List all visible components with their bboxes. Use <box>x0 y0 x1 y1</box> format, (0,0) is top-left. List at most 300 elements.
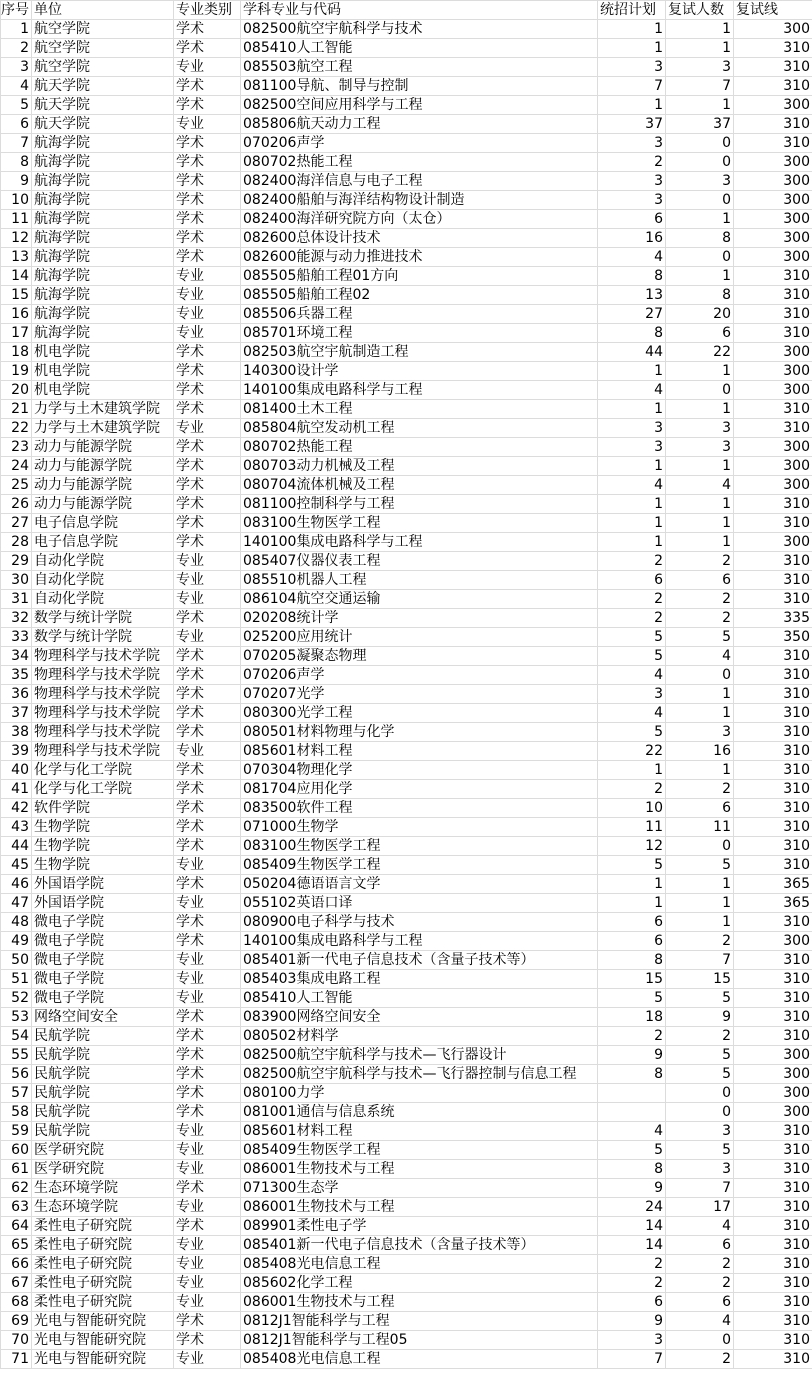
table-row <box>1 381 812 400</box>
cell-category: 专业 <box>174 1350 241 1369</box>
cell-retest-line: 300 <box>734 362 812 381</box>
cell-category: 专业 <box>174 419 241 438</box>
cell-seq: 54 <box>1 1027 32 1046</box>
cell-major: 085510机器人工程 <box>241 571 598 590</box>
cell-unit: 电子信息学院 <box>32 533 174 552</box>
cell-retest-line: 310 <box>734 913 812 932</box>
cell-unit: 航海学院 <box>32 286 174 305</box>
cell-retest-count: 1 <box>666 913 734 932</box>
table-row <box>1 780 812 799</box>
cell-unit: 物理科学与技术学院 <box>32 723 174 742</box>
cell-seq: 20 <box>1 381 32 400</box>
cell-unit: 航海学院 <box>32 172 174 191</box>
table-row <box>1 96 812 115</box>
cell-unit: 柔性电子研究院 <box>32 1255 174 1274</box>
cell-seq: 61 <box>1 1160 32 1179</box>
cell-seq: 2 <box>1 39 32 58</box>
table-row <box>1 1293 812 1312</box>
cell-seq: 44 <box>1 837 32 856</box>
cell-seq: 49 <box>1 932 32 951</box>
cell-major: 081400土木工程 <box>241 400 598 419</box>
cell-plan: 1 <box>598 533 666 552</box>
cell-unit: 网络空间安全 <box>32 1008 174 1027</box>
table-row <box>1 799 812 818</box>
cell-seq: 16 <box>1 305 32 324</box>
cell-major: 085506兵器工程 <box>241 305 598 324</box>
cell-unit: 医学研究院 <box>32 1160 174 1179</box>
cell-unit: 航海学院 <box>32 248 174 267</box>
cell-retest-count: 0 <box>666 1331 734 1350</box>
cell-retest-count: 0 <box>666 381 734 400</box>
cell-unit: 民航学院 <box>32 1027 174 1046</box>
cell-major: 085401新一代电子信息技术（含量子技术等） <box>241 1236 598 1255</box>
cell-retest-count: 3 <box>666 419 734 438</box>
cell-category: 学术 <box>174 913 241 932</box>
cell-category: 学术 <box>174 229 241 248</box>
cell-retest-line: 300 <box>734 191 812 210</box>
table-row <box>1 590 812 609</box>
cell-seq: 69 <box>1 1312 32 1331</box>
cell-major: 081100控制科学与工程 <box>241 495 598 514</box>
table-row <box>1 1065 812 1084</box>
cell-seq: 33 <box>1 628 32 647</box>
table-row <box>1 248 812 267</box>
cell-major: 055102英语口译 <box>241 894 598 913</box>
cell-plan: 2 <box>598 1255 666 1274</box>
cell-category: 专业 <box>174 1141 241 1160</box>
cell-plan <box>598 1084 666 1103</box>
table-row <box>1 400 812 419</box>
cell-category: 专业 <box>174 1293 241 1312</box>
cell-plan: 3 <box>598 438 666 457</box>
table-row <box>1 229 812 248</box>
cell-retest-line: 300 <box>734 457 812 476</box>
cell-category: 专业 <box>174 286 241 305</box>
cell-plan: 9 <box>598 1312 666 1331</box>
cell-major: 085403集成电路工程 <box>241 970 598 989</box>
cell-seq: 1 <box>1 20 32 39</box>
cell-category: 学术 <box>174 1084 241 1103</box>
cell-category: 学术 <box>174 495 241 514</box>
cell-retest-count: 11 <box>666 818 734 837</box>
cell-unit: 航空学院 <box>32 58 174 77</box>
cell-major: 085410人工智能 <box>241 989 598 1008</box>
cell-plan: 2 <box>598 1274 666 1293</box>
cell-unit: 微电子学院 <box>32 951 174 970</box>
cell-retest-line: 365 <box>734 875 812 894</box>
cell-retest-count: 5 <box>666 628 734 647</box>
cell-seq: 22 <box>1 419 32 438</box>
cell-seq: 48 <box>1 913 32 932</box>
cell-major: 080702热能工程 <box>241 153 598 172</box>
table-row <box>1 1198 812 1217</box>
cell-major: 085409生物医学工程 <box>241 856 598 875</box>
cell-retest-line: 310 <box>734 267 812 286</box>
cell-retest-line: 310 <box>734 1350 812 1369</box>
cell-seq: 19 <box>1 362 32 381</box>
cell-retest-count: 5 <box>666 1141 734 1160</box>
cell-plan: 4 <box>598 704 666 723</box>
cell-retest-count: 0 <box>666 153 734 172</box>
cell-unit: 航天学院 <box>32 115 174 134</box>
cell-unit: 航海学院 <box>32 134 174 153</box>
table-row <box>1 837 812 856</box>
cell-unit: 自动化学院 <box>32 590 174 609</box>
cell-unit: 物理科学与技术学院 <box>32 685 174 704</box>
table-row <box>1 951 812 970</box>
cell-plan: 3 <box>598 685 666 704</box>
cell-unit: 动力与能源学院 <box>32 495 174 514</box>
cell-retest-count: 2 <box>666 780 734 799</box>
cell-retest-line: 310 <box>734 305 812 324</box>
cell-unit: 柔性电子研究院 <box>32 1274 174 1293</box>
cell-retest-count: 1 <box>666 761 734 780</box>
cell-plan: 8 <box>598 951 666 970</box>
cell-retest-line: 310 <box>734 1160 812 1179</box>
cell-category: 学术 <box>174 780 241 799</box>
cell-major: 085410人工智能 <box>241 39 598 58</box>
cell-plan: 13 <box>598 286 666 305</box>
cell-retest-count: 0 <box>666 191 734 210</box>
table-row <box>1 742 812 761</box>
cell-unit: 微电子学院 <box>32 913 174 932</box>
cell-plan: 27 <box>598 305 666 324</box>
cell-retest-line: 310 <box>734 1293 812 1312</box>
cell-seq: 5 <box>1 96 32 115</box>
cell-retest-count: 2 <box>666 552 734 571</box>
cell-retest-count: 37 <box>666 115 734 134</box>
table-row <box>1 666 812 685</box>
cell-category: 学术 <box>174 723 241 742</box>
cell-category: 专业 <box>174 1274 241 1293</box>
table-row <box>1 989 812 1008</box>
table-row <box>1 39 812 58</box>
cell-plan: 8 <box>598 1065 666 1084</box>
table-row <box>1 1160 812 1179</box>
cell-category: 学术 <box>174 666 241 685</box>
cell-category: 学术 <box>174 438 241 457</box>
cell-category: 学术 <box>174 1103 241 1122</box>
cell-category: 专业 <box>174 742 241 761</box>
cell-retest-count: 0 <box>666 666 734 685</box>
cell-retest-count: 2 <box>666 1255 734 1274</box>
cell-retest-count: 5 <box>666 1046 734 1065</box>
cell-category: 学术 <box>174 20 241 39</box>
cell-category: 学术 <box>174 1331 241 1350</box>
cell-unit: 物理科学与技术学院 <box>32 647 174 666</box>
table-row <box>1 818 812 837</box>
cell-unit: 光电与智能研究院 <box>32 1350 174 1369</box>
cell-unit: 光电与智能研究院 <box>32 1312 174 1331</box>
cell-seq: 42 <box>1 799 32 818</box>
table-row <box>1 362 812 381</box>
cell-plan: 1 <box>598 400 666 419</box>
table-row <box>1 913 812 932</box>
cell-category: 学术 <box>174 248 241 267</box>
cell-seq: 46 <box>1 875 32 894</box>
cell-major: 140100集成电路科学与工程 <box>241 381 598 400</box>
cell-plan: 3 <box>598 419 666 438</box>
cell-seq: 63 <box>1 1198 32 1217</box>
cell-unit: 生物学院 <box>32 837 174 856</box>
cell-plan: 3 <box>598 172 666 191</box>
cell-major: 089901柔性电子学 <box>241 1217 598 1236</box>
cell-unit: 数学与统计学院 <box>32 628 174 647</box>
cell-retest-line: 350 <box>734 628 812 647</box>
cell-seq: 36 <box>1 685 32 704</box>
cell-major: 025200应用统计 <box>241 628 598 647</box>
cell-unit: 光电与智能研究院 <box>32 1331 174 1350</box>
cell-category: 学术 <box>174 191 241 210</box>
table-row <box>1 115 812 134</box>
cell-major: 070207光学 <box>241 685 598 704</box>
table-row <box>1 20 812 39</box>
cell-retest-line: 300 <box>734 381 812 400</box>
cell-retest-count: 1 <box>666 96 734 115</box>
cell-retest-count: 0 <box>666 1084 734 1103</box>
cell-retest-line: 300 <box>734 20 812 39</box>
cell-plan: 9 <box>598 1046 666 1065</box>
cell-retest-count: 1 <box>666 39 734 58</box>
cell-retest-count: 3 <box>666 172 734 191</box>
cell-unit: 民航学院 <box>32 1065 174 1084</box>
cell-seq: 27 <box>1 514 32 533</box>
cell-retest-line: 300 <box>734 229 812 248</box>
cell-retest-line: 300 <box>734 1046 812 1065</box>
cell-major: 085601材料工程 <box>241 1122 598 1141</box>
cell-plan <box>598 1103 666 1122</box>
cell-unit: 物理科学与技术学院 <box>32 704 174 723</box>
cell-seq: 13 <box>1 248 32 267</box>
table-row <box>1 894 812 913</box>
cell-retest-line: 310 <box>734 514 812 533</box>
cell-retest-count: 3 <box>666 723 734 742</box>
cell-plan: 8 <box>598 1160 666 1179</box>
table-row <box>1 495 812 514</box>
cell-major: 086001生物技术与工程 <box>241 1198 598 1217</box>
cell-retest-count: 5 <box>666 856 734 875</box>
table-row <box>1 1046 812 1065</box>
cell-seq: 70 <box>1 1331 32 1350</box>
cell-category: 学术 <box>174 609 241 628</box>
cell-unit: 生态环境学院 <box>32 1179 174 1198</box>
cell-retest-count: 2 <box>666 590 734 609</box>
table-row <box>1 153 812 172</box>
cell-major: 080704流体机械及工程 <box>241 476 598 495</box>
cell-retest-count: 2 <box>666 1027 734 1046</box>
cell-plan: 6 <box>598 571 666 590</box>
cell-unit: 软件学院 <box>32 799 174 818</box>
cell-seq: 12 <box>1 229 32 248</box>
table-row <box>1 1331 812 1350</box>
cell-category: 专业 <box>174 628 241 647</box>
cell-retest-line: 310 <box>734 134 812 153</box>
cell-category: 学术 <box>174 514 241 533</box>
cell-retest-count: 2 <box>666 1274 734 1293</box>
cell-major: 140300设计学 <box>241 362 598 381</box>
table-row <box>1 970 812 989</box>
table-row <box>1 932 812 951</box>
cell-major: 082500空间应用科学与工程 <box>241 96 598 115</box>
cell-plan: 8 <box>598 267 666 286</box>
cell-retest-line: 310 <box>734 780 812 799</box>
cell-unit: 化学与化工学院 <box>32 780 174 799</box>
cell-seq: 66 <box>1 1255 32 1274</box>
cell-unit: 外国语学院 <box>32 875 174 894</box>
cell-retest-line: 310 <box>734 1027 812 1046</box>
cell-retest-line: 300 <box>734 343 812 362</box>
cell-seq: 29 <box>1 552 32 571</box>
cell-retest-count: 2 <box>666 1350 734 1369</box>
cell-plan: 5 <box>598 647 666 666</box>
cell-category: 学术 <box>174 1046 241 1065</box>
cell-plan: 5 <box>598 1141 666 1160</box>
table-row <box>1 1103 812 1122</box>
cell-unit: 航海学院 <box>32 305 174 324</box>
cell-major: 085701环境工程 <box>241 324 598 343</box>
cell-seq: 18 <box>1 343 32 362</box>
cell-retest-line: 310 <box>734 286 812 305</box>
table-row <box>1 647 812 666</box>
cell-retest-line: 310 <box>734 970 812 989</box>
cell-major: 082400船舶与海洋结构物设计制造 <box>241 191 598 210</box>
cell-retest-line: 310 <box>734 1331 812 1350</box>
cell-retest-count: 1 <box>666 457 734 476</box>
cell-plan: 5 <box>598 989 666 1008</box>
cell-plan: 1 <box>598 894 666 913</box>
cell-plan: 2 <box>598 780 666 799</box>
cell-category: 专业 <box>174 1236 241 1255</box>
cell-retest-line: 310 <box>734 419 812 438</box>
cell-retest-count: 4 <box>666 1312 734 1331</box>
cell-major: 085602化学工程 <box>241 1274 598 1293</box>
cell-retest-line: 365 <box>734 894 812 913</box>
cell-unit: 生态环境学院 <box>32 1198 174 1217</box>
cell-plan: 5 <box>598 856 666 875</box>
cell-category: 学术 <box>174 685 241 704</box>
cell-plan: 2 <box>598 590 666 609</box>
cell-major: 081001通信与信息系统 <box>241 1103 598 1122</box>
cell-plan: 4 <box>598 381 666 400</box>
cell-plan: 1 <box>598 495 666 514</box>
cell-retest-line: 310 <box>734 742 812 761</box>
table-row <box>1 685 812 704</box>
cell-major: 085505船舶工程02 <box>241 286 598 305</box>
cell-major: 140100集成电路科学与工程 <box>241 533 598 552</box>
cell-seq: 68 <box>1 1293 32 1312</box>
cell-unit: 柔性电子研究院 <box>32 1293 174 1312</box>
cell-category: 学术 <box>174 1027 241 1046</box>
cell-retest-count: 1 <box>666 514 734 533</box>
cell-plan: 3 <box>598 134 666 153</box>
header-unit: 单位 <box>32 1 174 20</box>
cell-category: 专业 <box>174 970 241 989</box>
cell-category: 学术 <box>174 1217 241 1236</box>
table-row <box>1 723 812 742</box>
cell-category: 专业 <box>174 1198 241 1217</box>
cell-retest-line: 310 <box>734 704 812 723</box>
cell-unit: 动力与能源学院 <box>32 476 174 495</box>
cell-unit: 物理科学与技术学院 <box>32 666 174 685</box>
cell-retest-count: 4 <box>666 647 734 666</box>
cell-major: 086001生物技术与工程 <box>241 1160 598 1179</box>
cell-seq: 55 <box>1 1046 32 1065</box>
table-row <box>1 267 812 286</box>
cell-plan: 6 <box>598 932 666 951</box>
cell-category: 专业 <box>174 305 241 324</box>
cell-retest-line: 310 <box>734 400 812 419</box>
cell-seq: 39 <box>1 742 32 761</box>
cell-major: 0812J1智能科学与工程 <box>241 1312 598 1331</box>
cell-retest-line: 310 <box>734 1198 812 1217</box>
table-row <box>1 1312 812 1331</box>
cell-retest-line: 300 <box>734 1103 812 1122</box>
cell-unit: 动力与能源学院 <box>32 438 174 457</box>
cell-major: 0812J1智能科学与工程05 <box>241 1331 598 1350</box>
cell-retest-count: 9 <box>666 1008 734 1027</box>
cell-seq: 35 <box>1 666 32 685</box>
cell-category: 学术 <box>174 818 241 837</box>
cell-major: 082600总体设计技术 <box>241 229 598 248</box>
cell-retest-count: 0 <box>666 837 734 856</box>
cell-major: 050204德语语言文学 <box>241 875 598 894</box>
cell-seq: 57 <box>1 1084 32 1103</box>
cell-retest-count: 7 <box>666 951 734 970</box>
cell-major: 080900电子科学与技术 <box>241 913 598 932</box>
cell-major: 080300光学工程 <box>241 704 598 723</box>
header-seq: 序号 <box>1 1 32 20</box>
table-row <box>1 305 812 324</box>
table-row <box>1 1274 812 1293</box>
cell-seq: 14 <box>1 267 32 286</box>
cell-unit: 航天学院 <box>32 96 174 115</box>
cell-plan: 1 <box>598 875 666 894</box>
cell-plan: 9 <box>598 1179 666 1198</box>
cell-major: 085408光电信息工程 <box>241 1255 598 1274</box>
header-retest-line: 复试线 <box>734 1 812 20</box>
cell-retest-line: 310 <box>734 39 812 58</box>
cell-plan: 24 <box>598 1198 666 1217</box>
cell-category: 专业 <box>174 571 241 590</box>
cell-retest-count: 2 <box>666 609 734 628</box>
cell-category: 学术 <box>174 134 241 153</box>
cell-retest-line: 300 <box>734 96 812 115</box>
table-row <box>1 1027 812 1046</box>
cell-seq: 34 <box>1 647 32 666</box>
cell-seq: 51 <box>1 970 32 989</box>
cell-category: 专业 <box>174 1160 241 1179</box>
cell-seq: 26 <box>1 495 32 514</box>
cell-seq: 31 <box>1 590 32 609</box>
cell-plan: 2 <box>598 552 666 571</box>
cell-unit: 微电子学院 <box>32 989 174 1008</box>
cell-retest-line: 300 <box>734 153 812 172</box>
table-row <box>1 1084 812 1103</box>
cell-retest-count: 0 <box>666 134 734 153</box>
cell-plan: 1 <box>598 514 666 533</box>
cell-category: 学术 <box>174 1065 241 1084</box>
cell-major: 085408光电信息工程 <box>241 1350 598 1369</box>
cell-retest-count: 8 <box>666 286 734 305</box>
cell-plan: 3 <box>598 1331 666 1350</box>
cell-retest-count: 8 <box>666 229 734 248</box>
cell-unit: 机电学院 <box>32 381 174 400</box>
cell-major: 082500航空宇航科学与技术—飞行器设计 <box>241 1046 598 1065</box>
cell-unit: 电子信息学院 <box>32 514 174 533</box>
cell-seq: 65 <box>1 1236 32 1255</box>
cell-category: 学术 <box>174 39 241 58</box>
cell-retest-line: 310 <box>734 571 812 590</box>
